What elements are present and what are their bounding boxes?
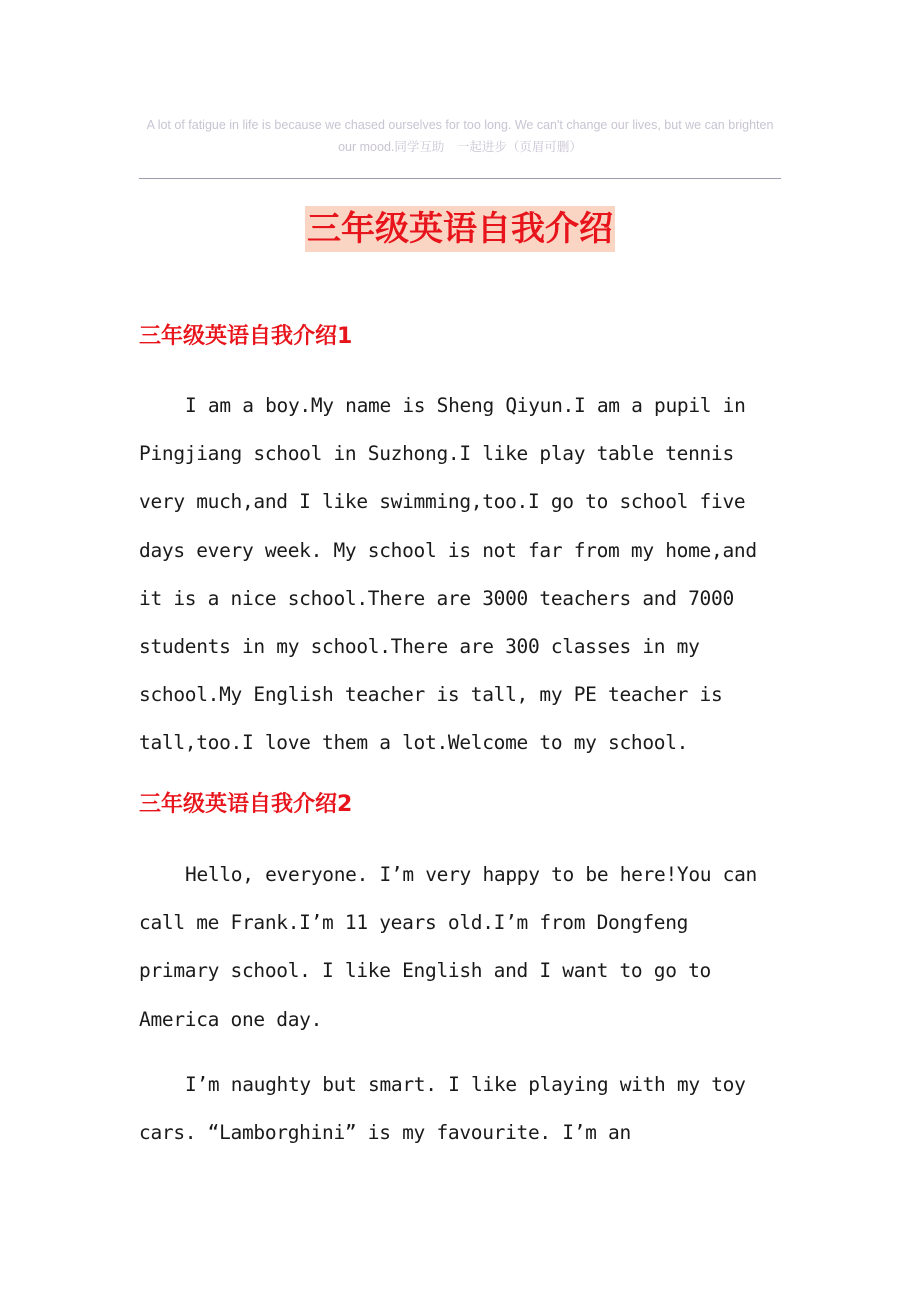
header-tagline-line2: our mood.同学互助 一起进步（页眉可删） — [338, 140, 582, 154]
title-container — [0, 206, 920, 252]
text-line: cars. “Lamborghini” is my favourite. I’m an — [139, 1121, 631, 1145]
text-line: it is a nice school.There are 3000 teachers and 7000 — [139, 586, 734, 610]
document-title: 三年级英语自我介绍 — [305, 206, 615, 252]
section-heading-1: 三年级英语自我介绍1 — [139, 324, 353, 349]
text-line: days every week. My school is not far from my home,and — [139, 538, 757, 562]
text-line: very much,and I like swimming,too.I go to school five — [139, 490, 746, 514]
header-divider — [139, 178, 781, 179]
text-line: call me Frank.I’m 11 years old.I’m from Dongfeng — [139, 911, 689, 935]
text-line: school.My English teacher is tall, my PE teacher is — [139, 683, 723, 707]
header-tagline-line1: A lot of fatigue in life is because we chased ourselves for too long. We can't change our lives, but we can brighten — [146, 118, 774, 132]
text-line: students in my school.There are 300 classes in my — [139, 635, 700, 659]
text-line: Hello, everyone. I’m very happy to be here!You can — [185, 863, 758, 886]
section-2-paragraph-2 — [139, 1061, 789, 1157]
text-line: tall,too.I love them a lot.Welcome to my school. — [139, 731, 689, 755]
page-header — [139, 114, 781, 158]
text-line: primary school. I like English and I want to go to — [139, 959, 712, 983]
text-line: I’m naughty but smart. I like playing with my toy — [185, 1073, 746, 1096]
text-line: Pingjiang school in Suzhong.I like play table tennis — [139, 442, 734, 466]
section-2-paragraph-1 — [139, 851, 789, 1044]
section-heading-2: 三年级英语自我介绍2 — [139, 792, 353, 817]
section-1-paragraph-1 — [139, 382, 789, 768]
text-line: America one day. — [139, 1007, 323, 1031]
text-line: I am a boy.My name is Sheng Qiyun.I am a pupil in — [185, 394, 746, 417]
